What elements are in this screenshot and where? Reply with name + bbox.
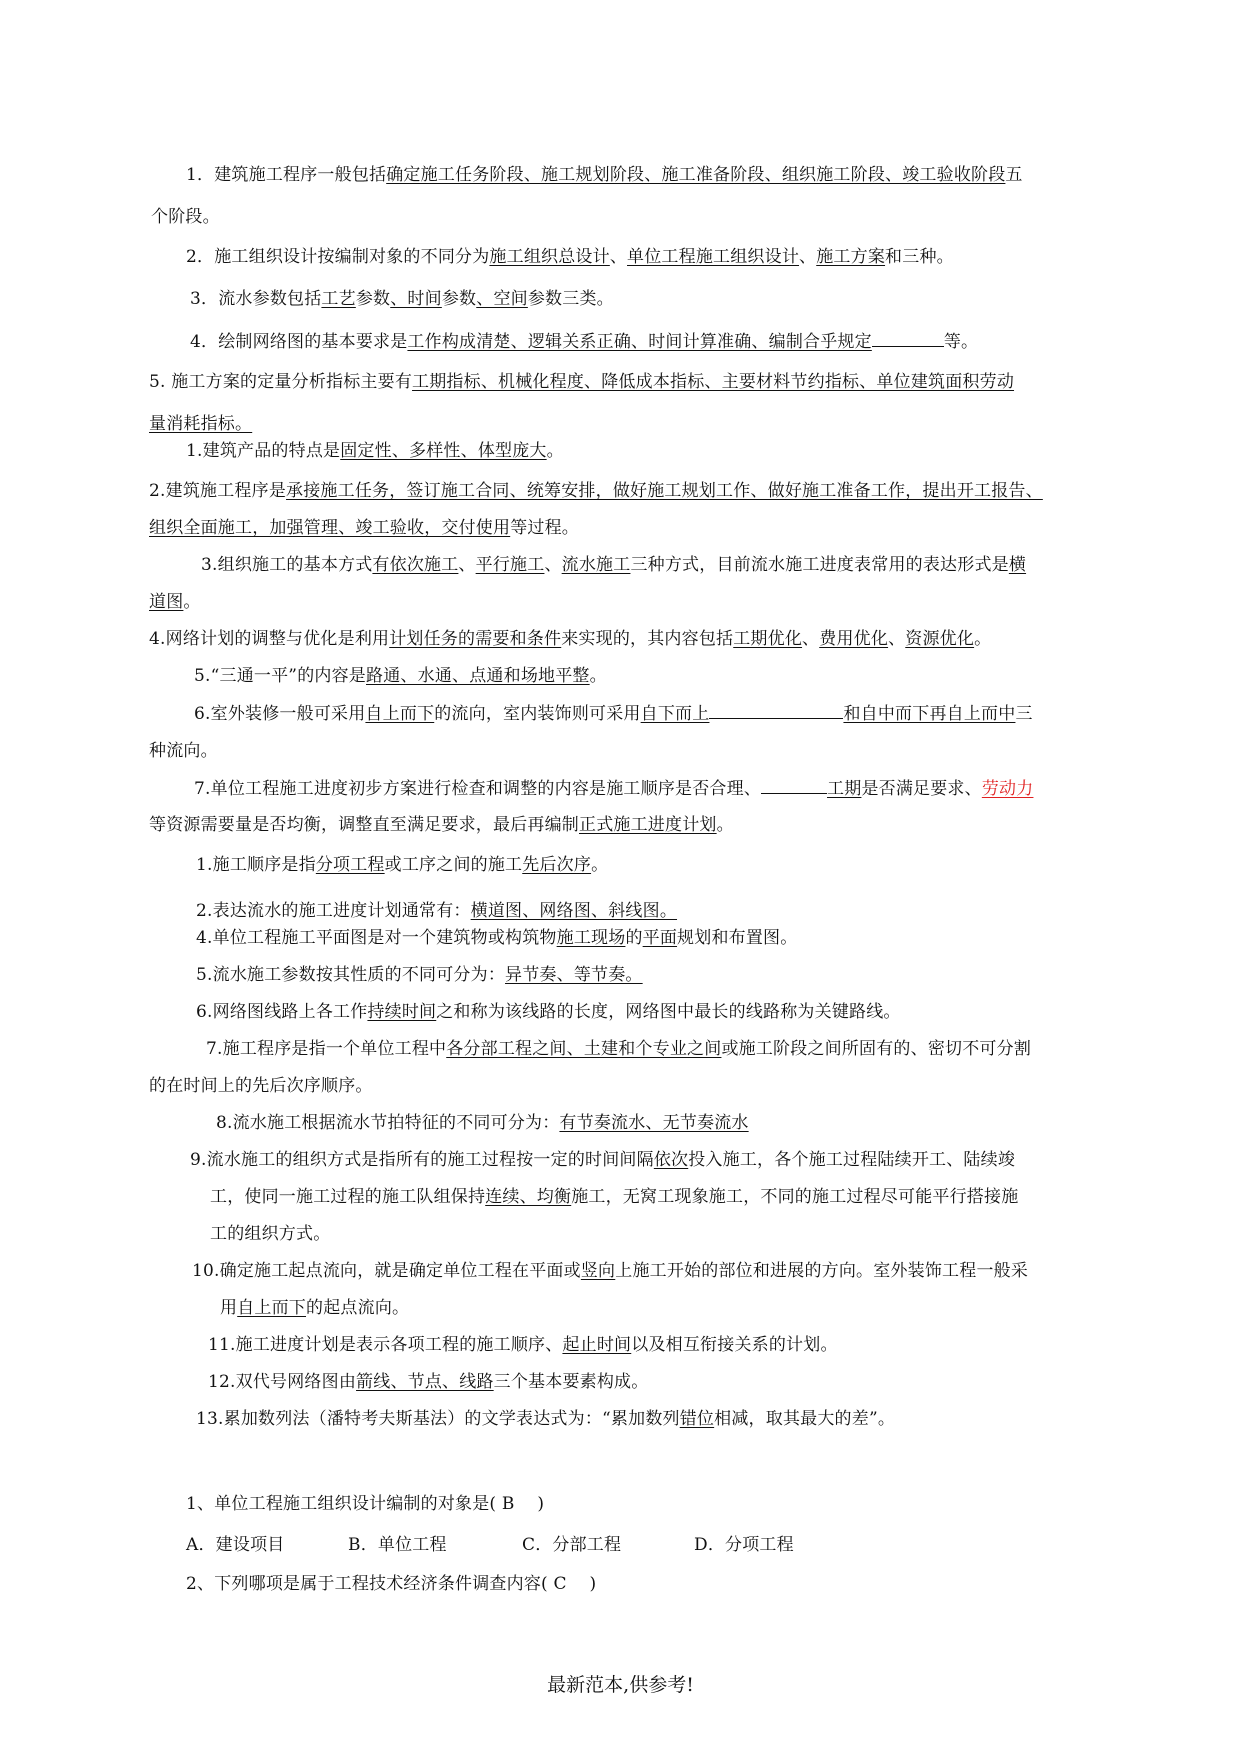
answer: 有节奏流水、无节奏流水	[559, 1113, 749, 1133]
text: 投入施工，各个施工过程陆续开工、陆续竣	[688, 1150, 1016, 1170]
text: 施工，无窝工现象施工，不同的施工过程尽可能平行搭接施	[571, 1187, 1019, 1207]
s2-line2	[149, 478, 1043, 504]
page-footer: 最新范本,供参考!	[547, 1674, 694, 1696]
answer: 费用优化	[819, 629, 889, 649]
s2-line6	[194, 700, 1033, 727]
s1-line1-cont: 个阶段。	[151, 207, 220, 227]
text: 1.施工顺序是指	[196, 855, 316, 875]
s1-line1	[186, 162, 1023, 188]
text: 三	[1015, 704, 1033, 724]
text: 6.网络图线路上各工作	[196, 1002, 368, 1022]
s3-line2	[196, 898, 677, 924]
text: 的流向，室内装饰则可采用	[434, 704, 641, 724]
answer: 资源优化	[905, 629, 975, 649]
text: 4.网络计划的调整与优化是利用	[149, 629, 390, 649]
answer: 各分部工程之间、土建和个专业之间	[446, 1039, 722, 1059]
answer: 箭线、节点、线路	[356, 1372, 494, 1392]
text: 5.“三通一平”的内容是	[194, 666, 367, 686]
text: 2．施工组织设计按编制对象的不同分为	[186, 247, 490, 267]
text: 或施工阶段之间所固有的、密切不可分割	[721, 1039, 1032, 1059]
s2-line3	[201, 552, 1026, 578]
s2-line4	[149, 626, 991, 652]
text: 。	[546, 441, 564, 461]
text: 工，使同一施工过程的施工队组保持	[210, 1187, 486, 1207]
text: 。	[183, 592, 201, 612]
s3-line11	[208, 1369, 648, 1395]
text: 来实现的，其内容包括	[561, 629, 734, 649]
blank-line	[709, 700, 843, 719]
s2-line2-cont	[149, 515, 579, 541]
s1-line3	[190, 286, 614, 312]
text: 4．绘制网络图的基本要求是	[190, 332, 408, 352]
answer: 组织全面施工，加强管理、竣工验收，交付使用	[149, 518, 511, 538]
option-a: A．建设项目	[186, 1535, 285, 1555]
answer: 自上而下	[237, 1298, 307, 1318]
s1-line4	[190, 328, 978, 355]
answer: 流水施工	[561, 555, 631, 575]
text: 三个基本要素构成。	[493, 1372, 649, 1392]
blank-line	[761, 775, 827, 794]
answer: 有依次施工	[372, 555, 459, 575]
text: 1．建筑施工程序一般包括	[186, 165, 387, 185]
text: 以及相互衔接关系的计划。	[631, 1335, 838, 1355]
text: 、	[888, 629, 906, 649]
text: 3.组织施工的基本方式	[201, 555, 373, 575]
s2-line7	[194, 775, 1033, 802]
answer: 工期指标、机械化程度、降低成本指标、主要材料节约指标、单位建筑面积劳动	[412, 372, 1015, 392]
text: 、	[799, 247, 817, 267]
answer: 自下而上	[640, 704, 710, 724]
answer: 持续时间	[367, 1002, 437, 1022]
text: 参数三类。	[527, 289, 614, 309]
text: 和三种。	[885, 247, 954, 267]
answer: 施工方案	[816, 247, 886, 267]
answer: 平行施工	[475, 555, 545, 575]
s3-line8-cont2: 工的组织方式。	[210, 1224, 331, 1244]
s1-line5	[149, 369, 1014, 395]
text: 规划和布置图。	[677, 928, 798, 948]
text: 11.施工进度计划是表示各项工程的施工顺序、	[208, 1335, 563, 1355]
text: 等。	[943, 332, 979, 352]
answer: 正式施工进度计划	[579, 815, 717, 835]
answer: 错位	[679, 1409, 715, 1429]
text: 10.确定施工起点流向，就是确定单位工程在平面或	[192, 1261, 581, 1281]
text: 上施工开始的部位和进展的方向。室外装饰工程一般采	[615, 1261, 1029, 1281]
text: 。	[591, 855, 609, 875]
s3-line7	[216, 1110, 749, 1136]
answer: 异节奏、等节奏。	[505, 965, 643, 985]
text: 2.表达流水的施工进度计划通常有：	[196, 901, 471, 921]
text: 3．流水参数包括	[190, 289, 322, 309]
text: 是否满足要求、	[861, 779, 982, 799]
text: 2.建筑施工程序是	[149, 481, 287, 501]
answer: 连续、均衡	[485, 1187, 572, 1207]
answer: 计划任务的需要和条件	[389, 629, 562, 649]
text: 5.流水施工参数按其性质的不同可分为：	[196, 965, 506, 985]
text: 13.累加数列法（潘特考夫斯基法）的文学表达式为：“累加数列	[196, 1409, 680, 1429]
answer: 横道图、网络图、斜线图。	[470, 901, 678, 921]
text: 6.室外装修一般可采用	[194, 704, 366, 724]
text: 的起点流向。	[306, 1298, 410, 1318]
s3-line10	[208, 1332, 838, 1358]
answer: 固定性、多样性、体型庞大	[340, 441, 547, 461]
s1-line5-cont	[149, 411, 252, 437]
s3-line9-cont	[220, 1295, 409, 1321]
text: 4.单位工程施工平面图是对一个建筑物或构筑物	[196, 928, 557, 948]
text: 、	[802, 629, 820, 649]
s2-line1	[186, 438, 564, 464]
answer: 、空间	[476, 289, 528, 309]
mc-question-1: 1、单位工程施工组织设计编制的对象是( B )	[186, 1494, 545, 1514]
text: 参数	[355, 289, 391, 309]
s3-line6-cont: 的在时间上的先后次序顺序。	[149, 1076, 373, 1096]
blank-line	[872, 328, 944, 347]
s3-line9	[192, 1258, 1028, 1284]
s3-line5	[196, 999, 901, 1025]
text: 9.流水施工的组织方式是指所有的施工过程按一定的时间间隔	[190, 1150, 654, 1170]
answer: 、时间	[390, 289, 442, 309]
text: 、	[458, 555, 476, 575]
text: 的	[625, 928, 643, 948]
text: 用	[220, 1298, 238, 1318]
s3-line12	[196, 1406, 895, 1432]
s3-line8-cont	[210, 1184, 1018, 1210]
s1-line2	[186, 244, 954, 270]
answer: 竖向	[580, 1261, 616, 1281]
answer: 工期	[827, 779, 862, 799]
text: 7.施工程序是指一个单位工程中	[206, 1039, 447, 1059]
answer: 依次	[653, 1150, 689, 1170]
answer: 道图	[149, 592, 184, 612]
answer: 工艺	[321, 289, 356, 309]
text: 相减，取其最大的差”。	[714, 1409, 896, 1429]
answer: 承接施工任务，签订施工合同、统筹安排，做好施工规划工作、做好施工准备工作，提出开工报告、	[286, 481, 1043, 501]
option-d: D．分项工程	[694, 1535, 794, 1555]
answer: 施工现场	[556, 928, 626, 948]
s2-line7-cont	[149, 812, 734, 838]
s3-line4	[196, 962, 643, 988]
text: 。	[716, 815, 734, 835]
mc-question-2: 2、下列哪项是属于工程技术经济条件调查内容( C )	[186, 1574, 597, 1594]
text: 等过程。	[510, 518, 580, 538]
text: 五	[1005, 165, 1023, 185]
text: 之和称为该线路的长度，网络图中最长的线路称为关键路线。	[436, 1002, 901, 1022]
s3-line1	[196, 852, 608, 878]
answer: 横	[1008, 555, 1027, 575]
text: 三种方式，目前流水施工进度表常用的表达形式是	[630, 555, 1009, 575]
s3-line6	[206, 1036, 1031, 1062]
answer-highlight: 劳动力	[981, 779, 1034, 799]
option-c: C．分部工程	[522, 1535, 622, 1555]
text: 12.双代号网络图由	[208, 1372, 357, 1392]
answer: 确定施工任务阶段、施工规划阶段、施工准备阶段、组织施工阶段、竣工验收阶段	[386, 165, 1006, 185]
text: 参数	[441, 289, 477, 309]
answer: 自上而下	[365, 704, 435, 724]
text: 、	[544, 555, 562, 575]
text: 、	[609, 247, 628, 267]
text: 或工序之间的施工	[384, 855, 523, 875]
s2-line6-cont: 种流向。	[149, 741, 218, 761]
answer: 和自中而下再自上而中	[843, 704, 1016, 724]
s3-line8	[190, 1147, 1015, 1173]
text: 5. 施工方案的定量分析指标主要有	[149, 372, 413, 392]
answer: 工作构成清楚、逻辑关系正确、时间计算准确、编制合乎规定	[407, 332, 872, 352]
text: 等资源需要量是否均衡，调整直至满足要求，最后再编制	[149, 815, 579, 835]
answer: 量消耗指标。	[149, 414, 253, 434]
answer: 先后次序	[522, 855, 592, 875]
answer: 施工组织总设计	[489, 247, 610, 267]
answer: 起止时间	[562, 1335, 632, 1355]
answer: 平面	[642, 928, 678, 948]
s2-line5	[194, 663, 607, 689]
text: 1.建筑产品的特点是	[186, 441, 341, 461]
s2-line3-cont	[149, 589, 201, 615]
answer: 单位工程施工组织设计	[627, 247, 800, 267]
answer: 工期优化	[733, 629, 803, 649]
answer: 路通、水通、点通和场地平整	[366, 666, 590, 686]
text: 7.单位工程施工进度初步方案进行检查和调整的内容是施工顺序是否合理、	[194, 779, 762, 799]
text: 8.流水施工根据流水节拍特征的不同可分为：	[216, 1113, 560, 1133]
text: 。	[589, 666, 607, 686]
option-b: B．单位工程	[348, 1535, 447, 1555]
answer: 分项工程	[315, 855, 385, 875]
text: 。	[974, 629, 992, 649]
s3-line3	[196, 925, 797, 951]
